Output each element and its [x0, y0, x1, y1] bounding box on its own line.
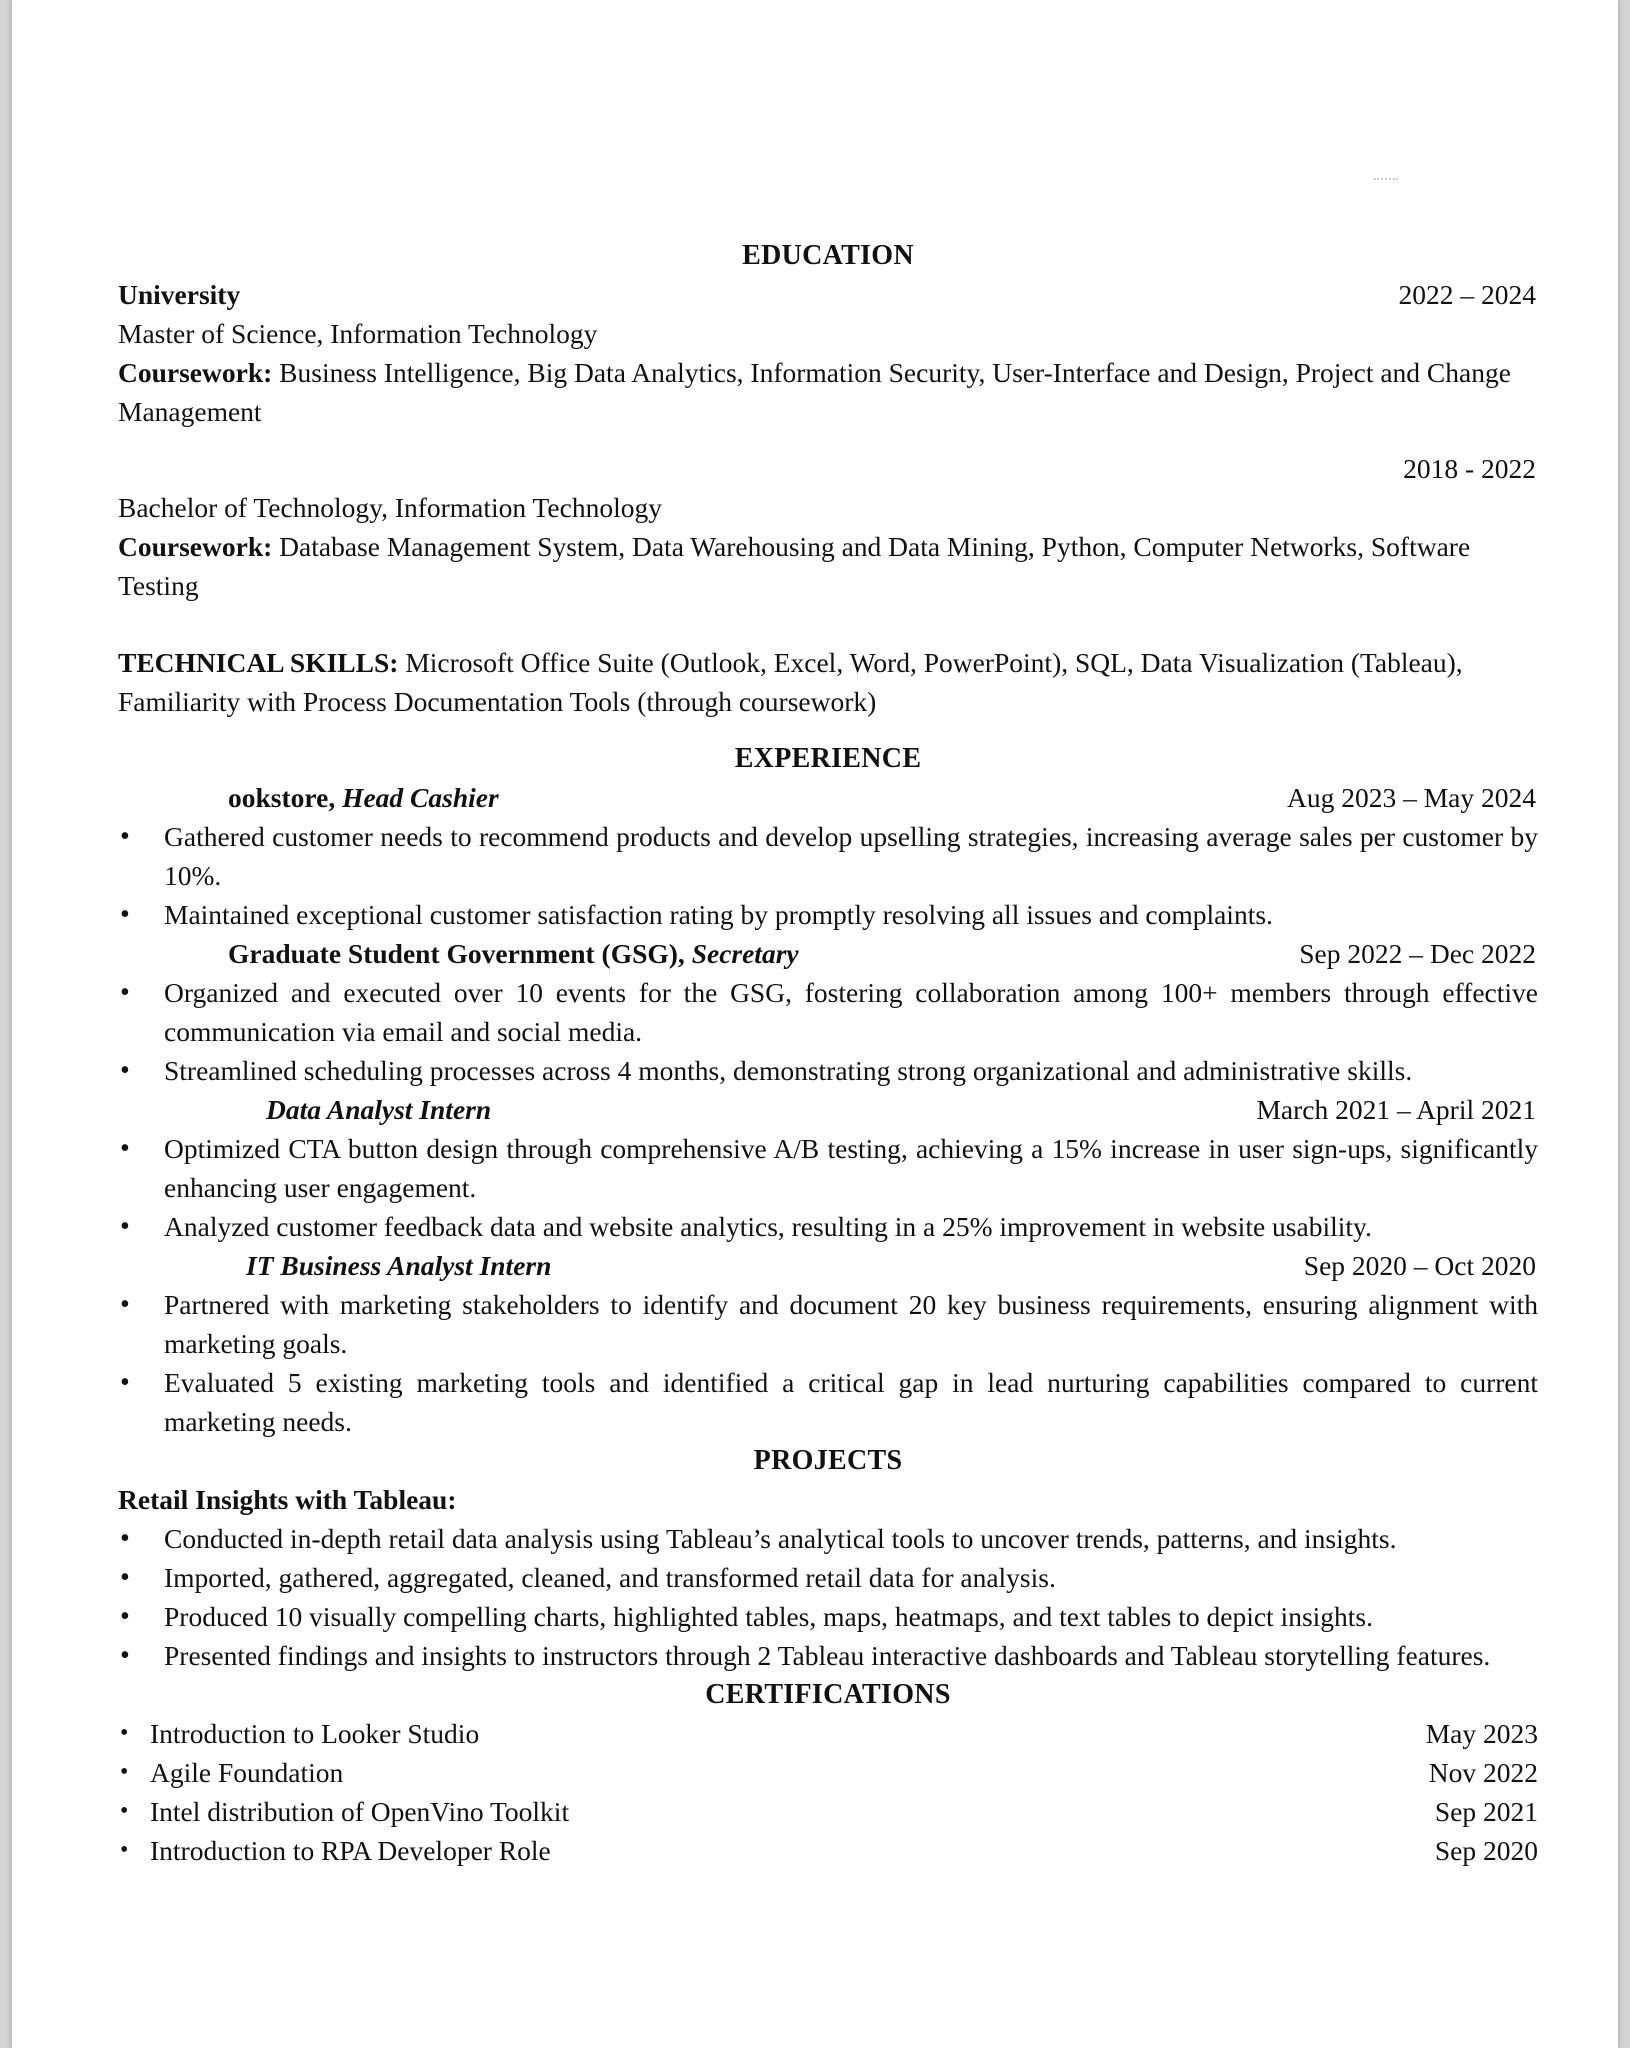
masters-header	[118, 275, 1538, 314]
projects-heading: PROJECTS	[753, 1445, 903, 1476]
bachelors-header	[118, 449, 1538, 488]
certification-name: • Agile Foundation	[150, 1757, 344, 1788]
masters-coursework-text: Business Intelligence, Big Data Analytics, Information Security, User-Interface and Design, Project and Change Management	[118, 357, 1511, 427]
list-item: • Analyzed customer feedback data and website analytics, resulting in a 25% improvement in website usability.	[118, 1207, 1538, 1246]
list-item: • Streamlined scheduling processes across 4 months, demonstrating strong organizational and administrative skills.	[118, 1051, 1538, 1090]
list-item: • Conducted in-depth retail data analysis using Tableau’s analytical tools to uncover trends, patterns, and insights.	[118, 1519, 1538, 1558]
list-item	[118, 1714, 1538, 1753]
masters-dates: 2022 – 2024	[1398, 279, 1536, 310]
bachelors-coursework-text: Database Management System, Data Warehousing and Data Mining, Python, Computer Networks, Software Testing	[118, 531, 1471, 601]
list-item: • Gathered customer needs to recommend products and develop upselling strategies, increasing average sales per customer by 10%.	[118, 817, 1538, 895]
certification-date: Sep 2021	[1434, 1796, 1538, 1827]
certifications-heading: CERTIFICATIONS	[705, 1679, 951, 1710]
job-bullets	[118, 973, 1538, 1090]
masters-coursework	[118, 353, 1538, 431]
certification-name: • Intel distribution of OpenVino Toolkit	[150, 1796, 570, 1827]
list-item: • Organized and executed over 10 events for the GSG, fostering collaboration among 100+ members through effective communication via email and social media.	[118, 973, 1538, 1051]
list-item	[118, 1792, 1538, 1831]
technical-skills-text: Microsoft Office Suite (Outlook, Excel, Word, PowerPoint), SQL, Data Visualization (Tableau), Familiarity with Process Documentation Tools (through coursework)	[118, 647, 1463, 717]
job-dates: March 2021 – April 2021	[1256, 1094, 1536, 1125]
job-title-line	[118, 1090, 1256, 1129]
certification-list	[118, 1714, 1538, 1870]
certification-date: Nov 2022	[1428, 1757, 1538, 1788]
certification-name: • Introduction to RPA Developer Role	[150, 1835, 551, 1866]
bachelors-degree: Bachelor of Technology, Information Technology	[118, 492, 662, 523]
job-bullets	[118, 1129, 1538, 1246]
list-item: • Optimized CTA button design through comprehensive A/B testing, achieving a 15% increase in user sign-ups, significantly enhancing user engagement.	[118, 1129, 1538, 1207]
resume-page	[12, 0, 1618, 2048]
certification-date: May 2023	[1425, 1718, 1538, 1749]
job-role: Secretary	[691, 938, 799, 969]
job-header	[118, 1246, 1538, 1285]
masters-degree: Master of Science, Information Technology	[118, 318, 598, 349]
list-item	[118, 1753, 1538, 1792]
job-role: Head Cashier	[342, 782, 499, 813]
list-item: • Partnered with marketing stakeholders to identify and document 20 key business requirements, ensuring alignment with marketing goals.	[118, 1285, 1538, 1363]
redacted-contact-mark	[1374, 178, 1398, 183]
job-title-line	[118, 934, 1299, 973]
list-item: • Evaluated 5 existing marketing tools and identified a critical gap in lead nurturing capabilities compared to current marketing needs.	[118, 1363, 1538, 1441]
masters-institution: University	[118, 279, 241, 310]
job-header	[118, 1090, 1538, 1129]
project-title: Retail Insights with Tableau:	[118, 1484, 457, 1515]
certification-name: • Introduction to Looker Studio	[150, 1718, 480, 1749]
list-item: • Imported, gathered, aggregated, cleaned, and transformed retail data for analysis.	[118, 1558, 1538, 1597]
job-org: Graduate Student Government (GSG),	[228, 938, 685, 969]
technical-skills-label: TECHNICAL SKILLS:	[118, 647, 399, 678]
job-role: IT Business Analyst Intern	[246, 1250, 552, 1281]
job-dates: Aug 2023 – May 2024	[1286, 782, 1536, 813]
job-bullets	[118, 817, 1538, 934]
technical-skills	[118, 643, 1538, 721]
job-title-line	[118, 778, 1287, 817]
job-bullets	[118, 1285, 1538, 1441]
job-role: Data Analyst Intern	[266, 1094, 492, 1125]
list-item: • Maintained exceptional customer satisfaction rating by promptly resolving all issues and complaints.	[118, 895, 1538, 934]
certification-date: Sep 2020	[1434, 1835, 1538, 1866]
bachelors-coursework	[118, 527, 1538, 605]
job-dates: Sep 2020 – Oct 2020	[1303, 1250, 1536, 1281]
project-bullets	[118, 1519, 1538, 1675]
job-dates: Sep 2022 – Dec 2022	[1299, 938, 1536, 969]
list-item: • Presented findings and insights to instructors through 2 Tableau interactive dashboards and Tableau storytelling features.	[118, 1636, 1538, 1675]
list-item	[118, 1831, 1538, 1870]
job-org: ookstore,	[228, 782, 336, 813]
bachelors-coursework-label: Coursework:	[118, 531, 273, 562]
bachelors-dates: 2018 - 2022	[1403, 453, 1536, 484]
list-item: • Produced 10 visually compelling charts, highlighted tables, maps, heatmaps, and text tables to depict insights.	[118, 1597, 1538, 1636]
education-heading: EDUCATION	[742, 240, 914, 271]
resume-content	[118, 236, 1538, 1870]
masters-coursework-label: Coursework:	[118, 357, 273, 388]
job-title-line	[118, 1246, 1304, 1285]
job-header	[118, 778, 1538, 817]
job-header	[118, 934, 1538, 973]
experience-heading: EXPERIENCE	[734, 743, 922, 774]
